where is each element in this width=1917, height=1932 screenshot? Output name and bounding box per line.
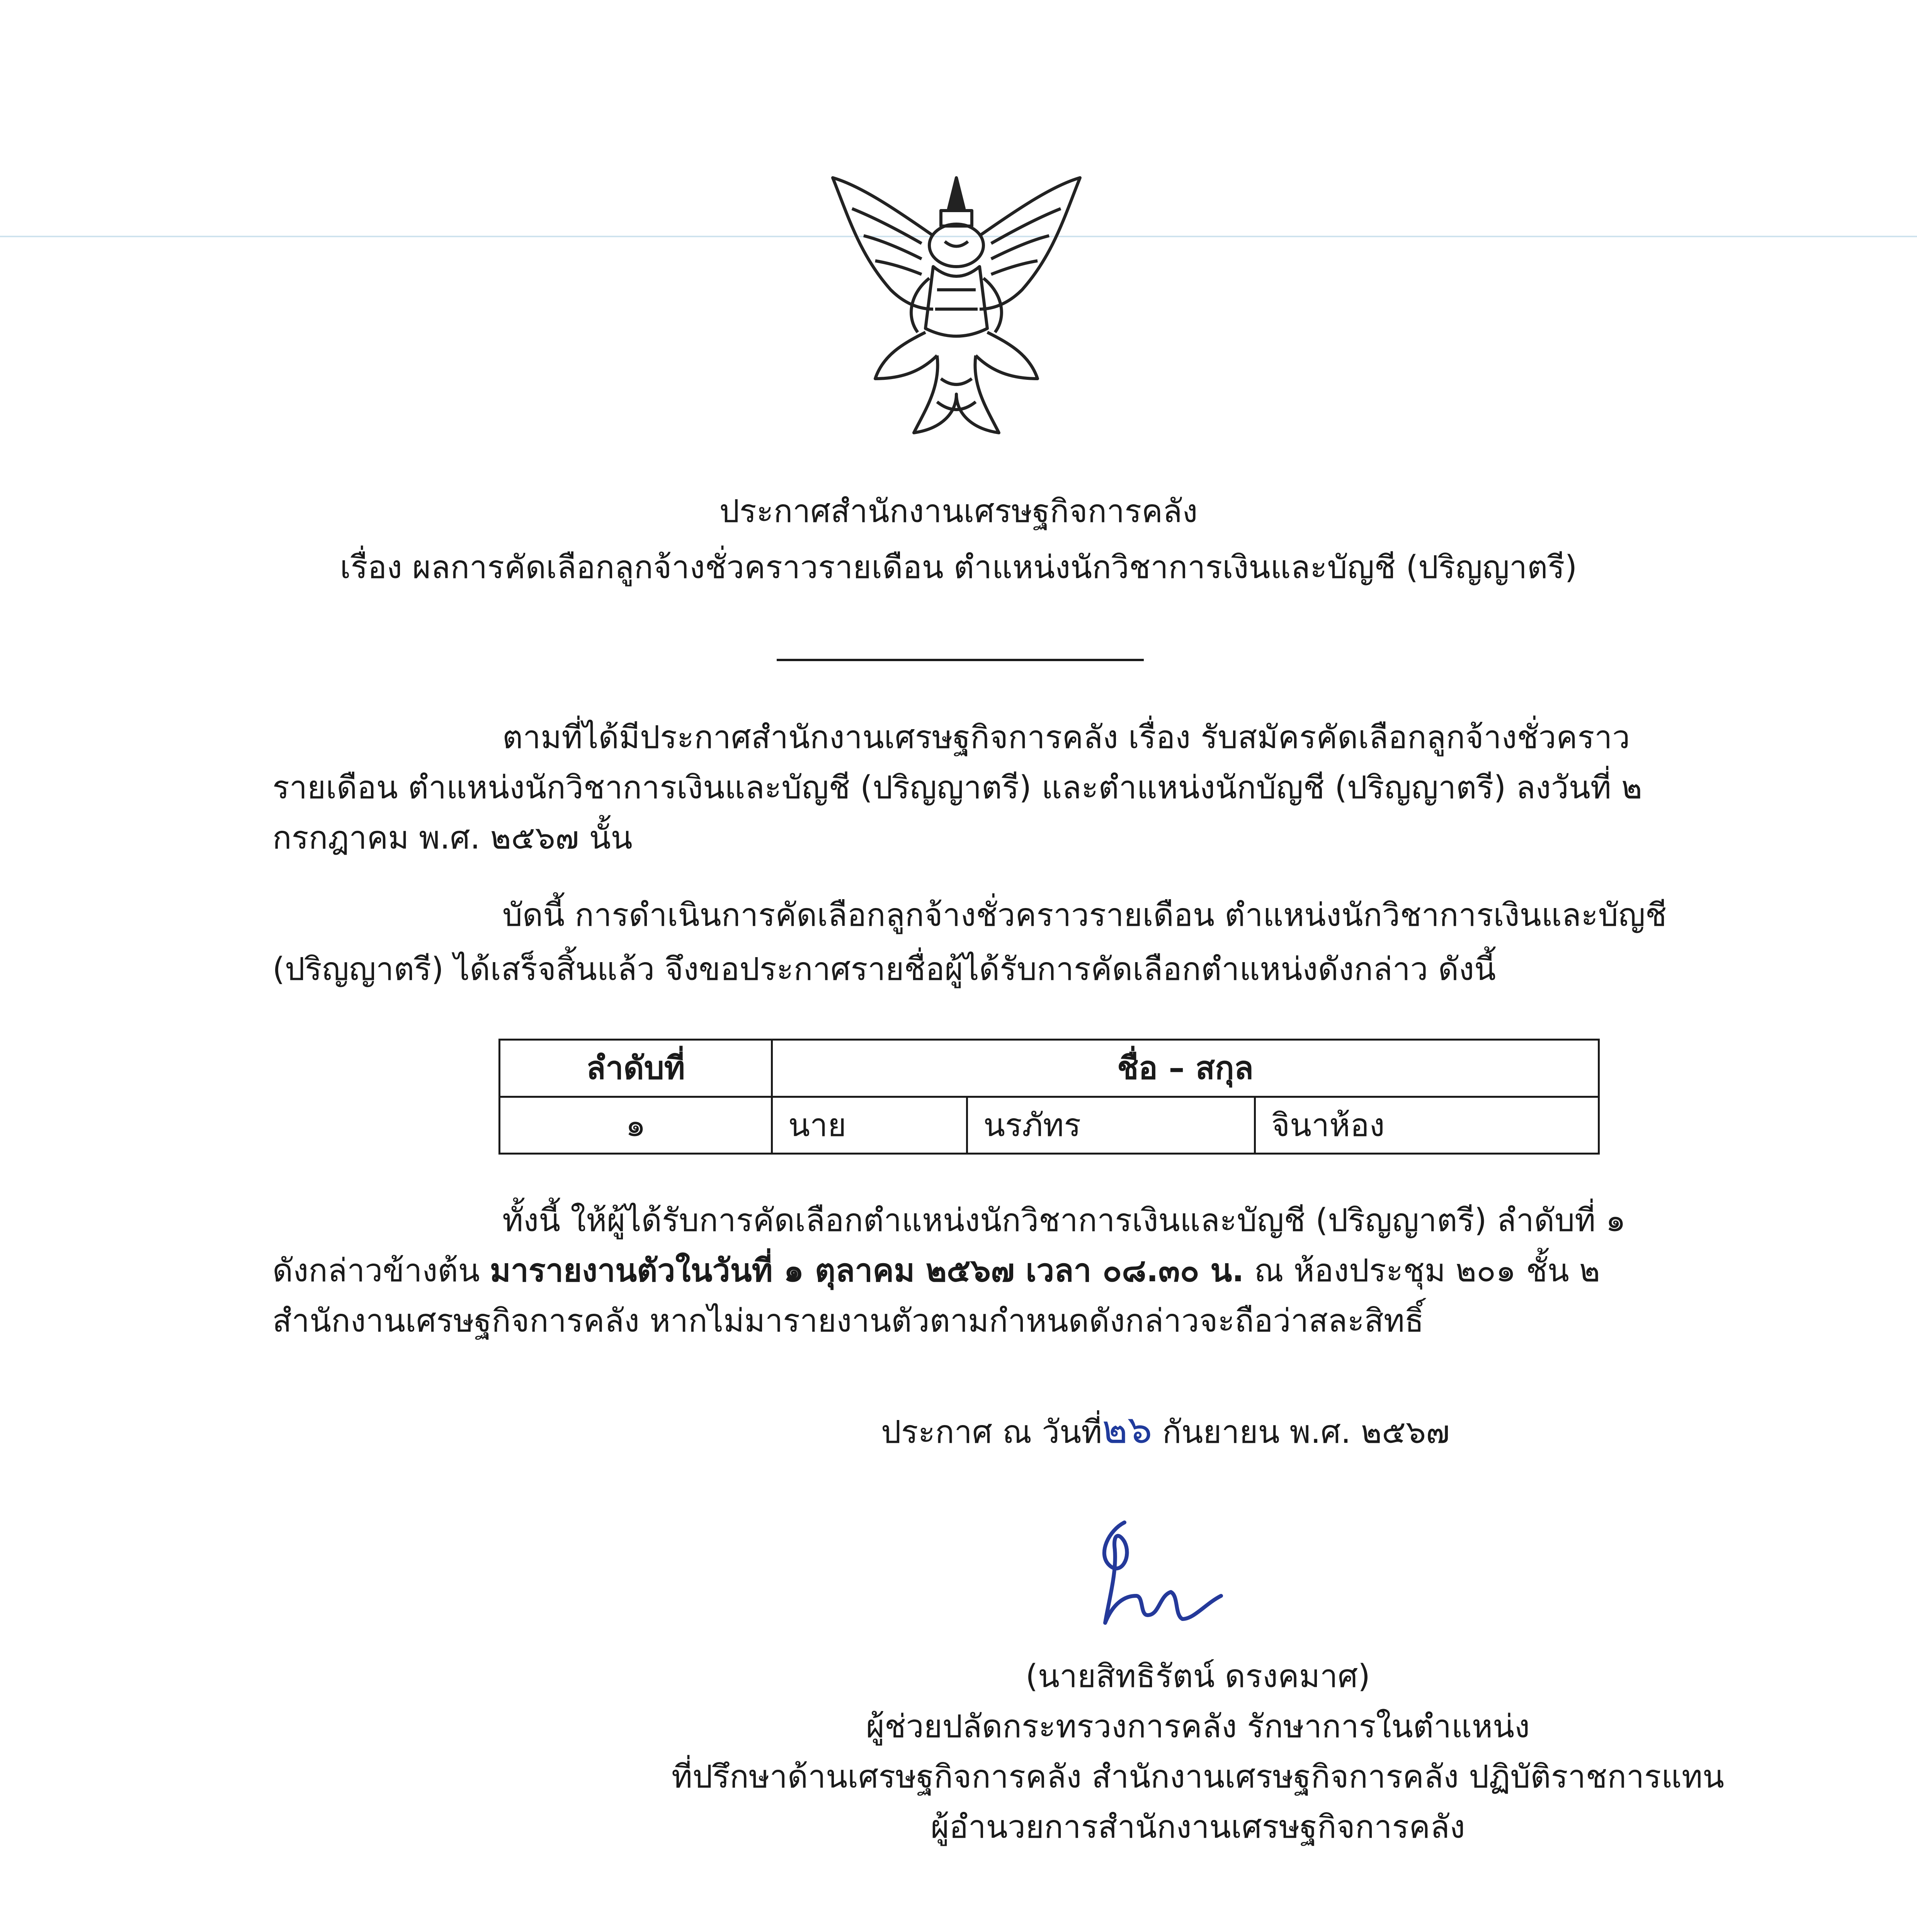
table-header-row xyxy=(500,1040,1599,1097)
dateline-day: ๒๖ xyxy=(1102,1407,1152,1452)
dateline-pre: ประกาศ ณ วันที่ xyxy=(881,1414,1102,1451)
paragraph-1-line-2: รายเดือน ตำแหน่งนักวิชาการเงินและบัญชี (ปริญญาตรี) และตำแหน่งนักบัญชี (ปริญญาตรี) ลงวันที่ ๒ xyxy=(272,769,1642,806)
paragraph-2-line-1: บัดนี้ การดำเนินการคัดเลือกลูกจ้างชั่วคราวรายเดือน ตำแหน่งนักวิชาการเงินและบัญชี xyxy=(502,897,1667,934)
paragraph-3-line-1: ทั้งนี้ ให้ผู้ได้รับการคัดเลือกตำแหน่งนักวิชาการเงินและบัญชี (ปริญญาตรี) ลำดับที่ ๑ xyxy=(502,1202,1626,1239)
paragraph-2-line-2: (ปริญญาตรี) ได้เสร็จสิ้นแล้ว จึงขอประกาศรายชื่อผู้ได้รับการคัดเลือกตำแหน่งดังกล่าว ดังนี้ xyxy=(272,951,1496,988)
report-date-notice: มารายงานตัวในวันที่ ๑ ตุลาคม ๒๕๖๗ เวลา ๐๘.๓๐ น. xyxy=(490,1252,1244,1289)
dateline xyxy=(881,1406,1450,1453)
paragraph-3-line-2 xyxy=(272,1252,1600,1290)
announcement-subject: เรื่อง ผลการคัดเลือกลูกจ้างชั่วคราวรายเดือน ตำแหน่งนักวิชาการเงินและบัญชี (ปริญญาตรี) xyxy=(340,549,1577,586)
paragraph-1-line-3: กรกฎาคม พ.ศ. ๒๕๖๗ นั้น xyxy=(272,820,633,856)
paragraph-1-line-1: ตามที่ได้มีประกาศสำนักงานเศรษฐกิจการคลัง เรื่อง รับสมัครคัดเลือกลูกจ้างชั่วคราว xyxy=(502,719,1630,756)
header-order: ลำดับที่ xyxy=(500,1040,772,1097)
table-row xyxy=(500,1097,1599,1154)
paragraph-3-line-3: สำนักงานเศรษฐกิจการคลัง หากไม่มารายงานตัวตามกำหนดดังกล่าวจะถือว่าสละสิทธิ์ xyxy=(272,1303,1424,1339)
signatory-name: (นายสิทธิรัตน์ ดรงคมาศ) xyxy=(1025,1658,1371,1695)
cell-first-name: นรภัทร xyxy=(967,1097,1255,1154)
dateline-post: กันยายน พ.ศ. ๒๕๖๗ xyxy=(1152,1414,1450,1451)
signatory-position-1: ผู้ช่วยปลัดกระทรวงการคลัง รักษาการในตำแหน่ง xyxy=(866,1708,1530,1745)
cell-last-name: จินาห้อง xyxy=(1255,1097,1599,1154)
title-divider xyxy=(777,659,1144,661)
cell-order: ๑ xyxy=(500,1097,772,1154)
signature-icon xyxy=(1082,1499,1244,1662)
cell-title: นาย xyxy=(772,1097,967,1154)
signatory-position-2: ที่ปรึกษาด้านเศรษฐกิจการคลัง สำนักงานเศรษฐกิจการคลัง ปฏิบัติราชการแทน xyxy=(671,1759,1725,1795)
paragraph-3-line-2-post: ณ ห้องประชุม ๒๐๑ ชั้น ๒ xyxy=(1244,1252,1600,1289)
garuda-emblem-icon xyxy=(825,162,1088,456)
announcement-title: ประกาศสำนักงานเศรษฐกิจการคลัง xyxy=(719,493,1198,530)
header-name: ชื่อ – สกุล xyxy=(772,1040,1599,1097)
result-table xyxy=(498,1039,1600,1155)
signatory-position-3: ผู้อำนวยการสำนักงานเศรษฐกิจการคลัง xyxy=(930,1809,1465,1845)
paragraph-3-line-2-pre: ดังกล่าวข้างต้น xyxy=(272,1252,490,1289)
